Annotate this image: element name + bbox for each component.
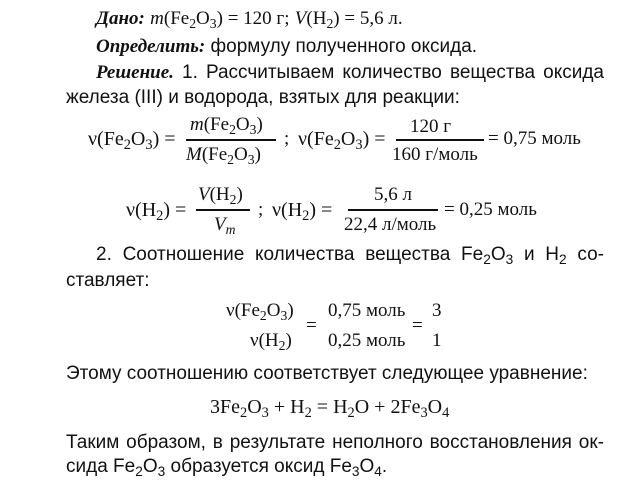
semicolon-2: ; xyxy=(258,199,264,220)
volume-symbol: V xyxy=(294,8,307,29)
frac-volume-numerator: $V(H_2)$ xyxy=(198,184,243,207)
given-label: Дано: xyxy=(96,8,145,29)
solution-label: Решение. xyxy=(96,62,174,83)
solution-step1-text: 1. Рассчитываем количество вещества оксида xyxy=(182,62,604,83)
ratio-eq-1: = xyxy=(306,315,317,336)
equation-intro-sentence: Этому соотношению соответствует следующее уравнение: xyxy=(66,363,588,384)
frac-bar-volume xyxy=(196,209,250,211)
frac-mass-numerator: $m(Fe_2O_3)$ xyxy=(190,114,263,137)
solution-line-1 xyxy=(96,62,604,84)
step2-line-1: 2. Соотношение количества вещества $Fe_2O_3$ и $H_2$ со- xyxy=(96,244,604,267)
frac-224-denominator: 22,4 л/моль xyxy=(344,214,437,235)
frac-160-denominator: 160 г/моль xyxy=(392,144,478,165)
formula-nu-h2-label: $\nu(H_2)$ = xyxy=(126,199,187,225)
reaction-equation: $3Fe_2O_3 + H_2 = H_2O + 2Fe_3O_4$ xyxy=(210,396,450,422)
result-025: = 0,25 моль xyxy=(444,199,537,220)
ratio-left-denominator: $\nu(H_2)$ xyxy=(250,330,292,353)
conclusion-line-1: Таким образом, в результате неполного восстановления ок- xyxy=(66,432,604,453)
determine-text: формулу полученного оксида. xyxy=(210,36,478,57)
step2-line-2: ставляет: xyxy=(66,270,150,291)
conclusion-line-2: сида $Fe_2O_3$ образуется оксид $Fe_3O_4$. xyxy=(66,456,388,479)
formula-nu-fe2o3-label-2: $\nu(Fe_2O_3)$ = xyxy=(298,128,386,154)
given-line: Дано: $m(Fe_2O_3) = 120$ г; $V(H_2) = 5,6$ л. xyxy=(96,8,403,31)
volume-value: ) = 5,6 л. xyxy=(333,8,403,29)
frac-bar-120 xyxy=(396,139,484,141)
mass-symbol: m xyxy=(150,8,164,29)
frac-vm-denominator: $V_m$ xyxy=(214,214,236,237)
determine-label: Определить: xyxy=(96,36,206,57)
frac-mass-denominator: $M(Fe_2O_3)$ xyxy=(186,144,261,167)
formula-nu-h2-label-2: $\nu(H_2)$ = xyxy=(272,199,333,225)
ratio-eq-2: = xyxy=(412,315,423,336)
frac-bar-56 xyxy=(348,209,438,211)
mass-value: ) = 120 г; xyxy=(216,8,290,29)
ratio-right-denominator: 1 xyxy=(432,330,442,351)
frac-56-numerator: 5,6 л xyxy=(374,184,412,205)
formula-nu-fe2o3-label: $\nu(Fe_2O_3)$ = xyxy=(88,128,176,154)
result-075: = 0,75 моль xyxy=(488,128,581,149)
ratio-mid-numerator: 0,75 моль xyxy=(328,300,406,321)
frac-bar-mass xyxy=(186,139,276,141)
ratio-right-numerator: 3 xyxy=(432,300,442,321)
semicolon-1: ; xyxy=(284,128,290,149)
ratio-left-numerator: $\nu(Fe_2O_3)$ xyxy=(226,300,294,323)
ratio-mid-denominator: 0,25 моль xyxy=(328,330,406,351)
solution-line-2: железа (III) и водорода, взятых для реакции: xyxy=(66,87,460,108)
frac-120-numerator: 120 г xyxy=(410,116,452,137)
determine-line xyxy=(96,36,477,58)
